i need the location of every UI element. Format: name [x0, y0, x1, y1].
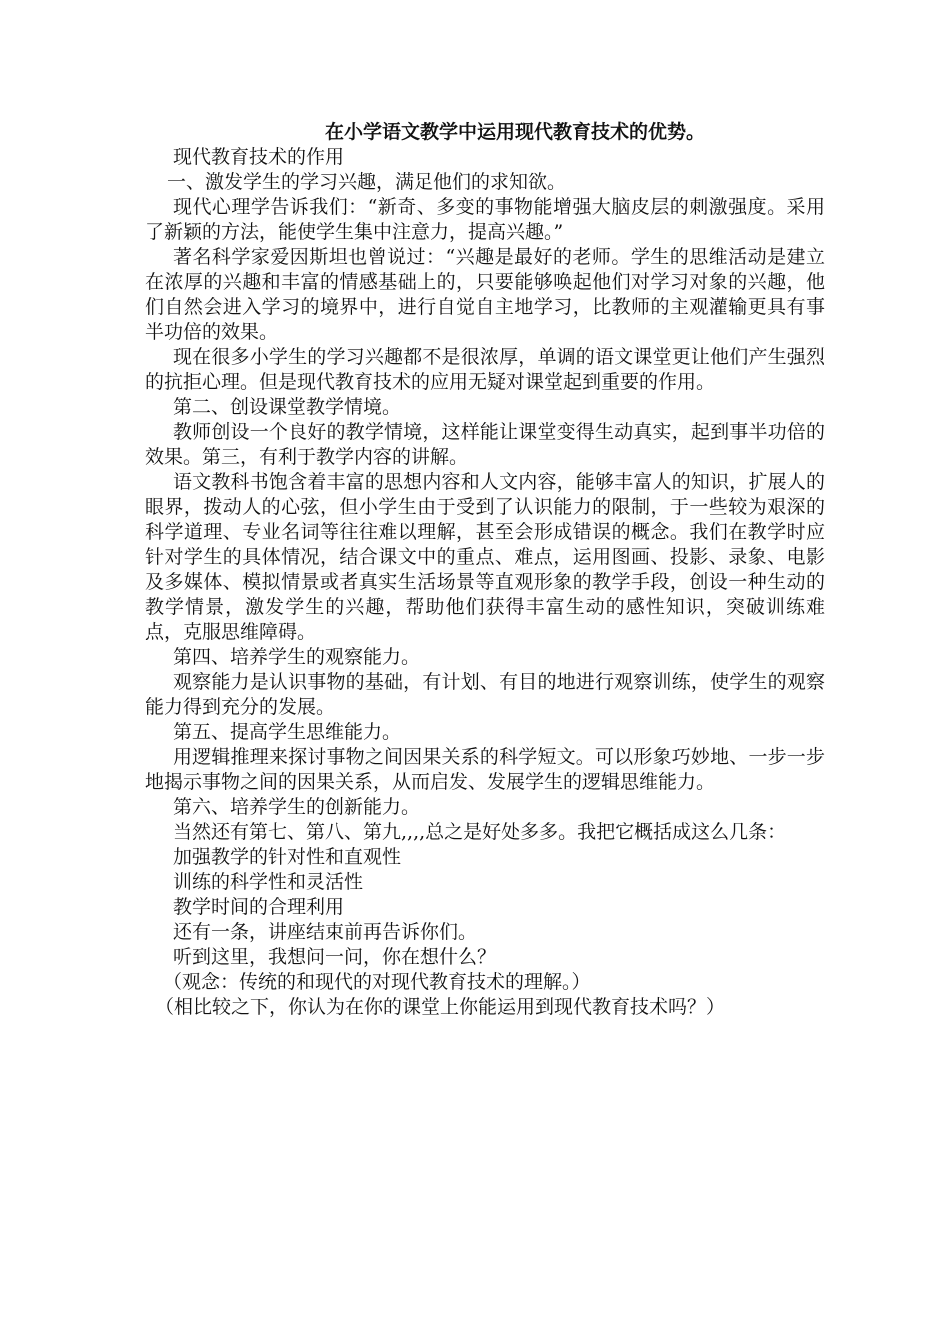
note: （观念：传统的和现代的对现代教育技术的理解。） — [163, 971, 591, 993]
point-heading-6: 第六、培养学生的创新能力。 — [173, 796, 421, 818]
note: （相比较之下，你认为在你的课堂上你能运用到现代教育技术吗？） — [155, 996, 726, 1018]
paragraph: 当然还有第七、第八、第九,,,,总之是好处多多。我把它概括成这么几条： — [173, 821, 787, 843]
document-title: 在小学语文教学中运用现代教育技术的优势。 — [324, 121, 705, 143]
paragraph: 语文教科书饱含着丰富的思想内容和人文内容，能够丰富人的知识，扩展人的眼界，拨动人的心弦，但小学生由于受到了认识能力的限制，于一些较为艰深的科学道理、专业名词等往往难以理解，甚至会形成错误的概念。我们在教学时应针对学生的具体情况，结合课文中的重点、难点，运用图画、投影、录象、电影及多媒体、模拟情景或者真实生活场景等直观形象的教学手段，创设一种生动的教学情景，激发学生的兴趣，帮助他们获得丰富生动的感性知识，突破训练难点，克服思维障碍。 — [145, 471, 825, 643]
paragraph: 教师创设一个良好的教学情境，这样能让课堂变得生动真实，起到事半功倍的效果。第三，有利于教学内容的讲解。 — [145, 421, 825, 468]
question: 听到这里，我想问一问，你在想什么？ — [173, 946, 497, 968]
section-heading: 现代教育技术的作用 — [173, 146, 345, 168]
paragraph: 著名科学家爱因斯坦也曾说过：“兴趣是最好的老师。学生的思维活动是建立在浓厚的兴趣和丰富的情感基础上的，只要能够唤起他们对学习对象的兴趣，他们自然会进入学习的境界中，进行自觉自主地学习，比教师的主观灌输更具有事半功倍的效果。 — [145, 246, 825, 343]
paragraph: 现代心理学告诉我们：“新奇、多变的事物能增强大脑皮层的刺激强度。采用了新颖的方法，能使学生集中注意力，提高兴趣。” — [145, 196, 825, 243]
point-heading-5: 第五、提高学生思维能力。 — [173, 721, 402, 743]
summary-item: 教学时间的合理利用 — [173, 896, 345, 918]
point-heading-4: 第四、培养学生的观察能力。 — [173, 646, 421, 668]
summary-item: 训练的科学性和灵活性 — [173, 871, 364, 893]
summary-item: 加强教学的针对性和直观性 — [173, 846, 402, 868]
point-heading-2: 第二、创设课堂教学情境。 — [173, 396, 402, 418]
document-page — [145, 120, 825, 1020]
paragraph: 现在很多小学生的学习兴趣都不是很浓厚，单调的语文课堂更让他们产生强烈的抗拒心理。但是现代教育技术的应用无疑对课堂起到重要的作用。 — [145, 346, 825, 393]
paragraph: 用逻辑推理来探讨事物之间因果关系的科学短文。可以形象巧妙地、一步一步地揭示事物之间的因果关系，从而启发、发展学生的逻辑思维能力。 — [145, 746, 825, 793]
paragraph: 观察能力是认识事物的基础，有计划、有目的地进行观察训练，使学生的观察能力得到充分的发展。 — [145, 671, 825, 718]
paragraph: 还有一条，讲座结束前再告诉你们。 — [173, 921, 478, 943]
point-heading-1: 一、激发学生的学习兴趣，满足他们的求知欲。 — [167, 171, 567, 193]
